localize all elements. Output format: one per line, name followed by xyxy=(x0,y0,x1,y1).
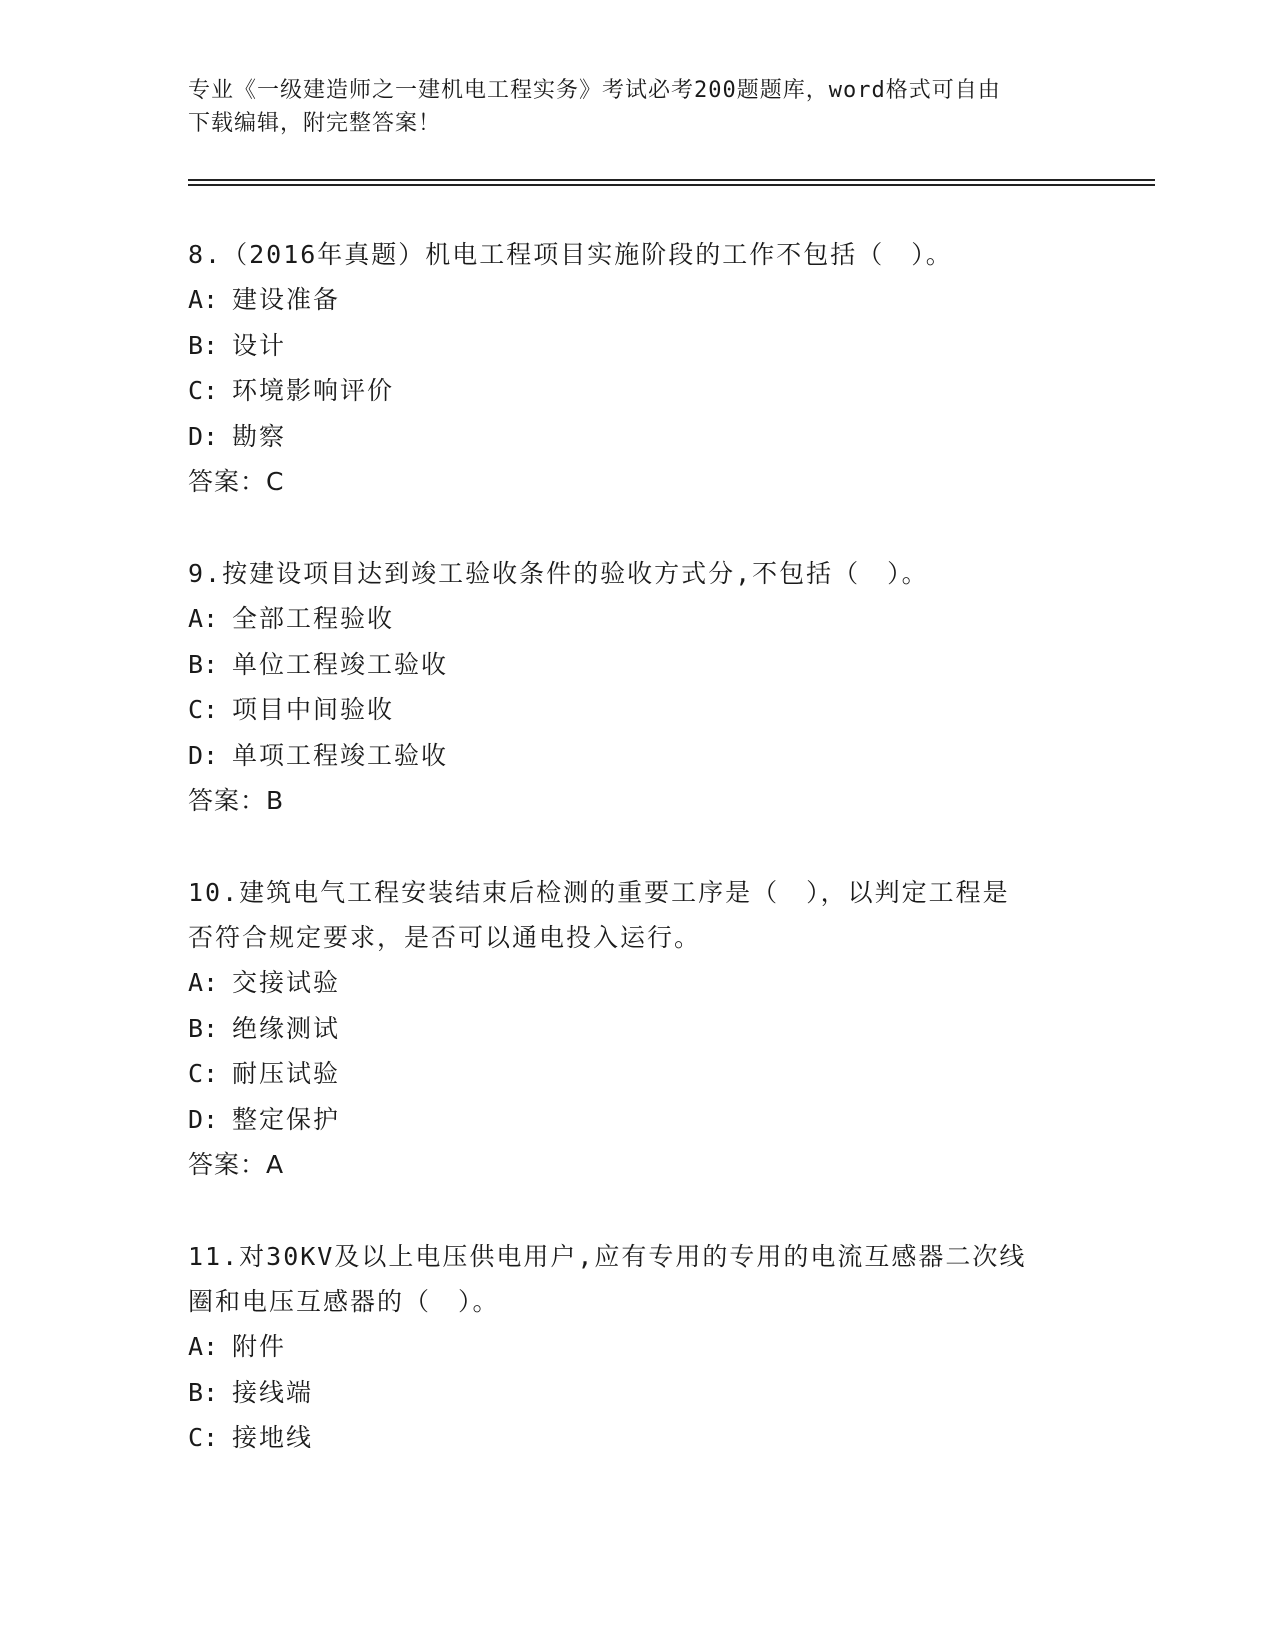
option-a xyxy=(188,960,1088,1006)
option-text: 设计 xyxy=(232,330,287,360)
option-text: 绝缘测试 xyxy=(232,1013,341,1043)
option-letter: D: xyxy=(188,421,219,451)
option-b xyxy=(188,323,1088,369)
option-text: 附件 xyxy=(232,1332,287,1361)
option-letter: A: xyxy=(188,968,219,997)
option-letter: D: xyxy=(188,740,219,770)
answer-line: 答案：B xyxy=(188,786,285,815)
option-text: 耐压试验 xyxy=(232,1059,341,1088)
option-b xyxy=(188,1370,1088,1416)
question-text: 8.（2016年真题）机电工程项目实施阶段的工作不包括（ ）。 xyxy=(188,240,953,269)
option-a xyxy=(188,1324,1088,1370)
answer-line: 答案：C xyxy=(188,467,285,496)
header-divider-top xyxy=(188,179,1155,181)
option-a xyxy=(188,596,1088,642)
option-letter: B: xyxy=(188,1013,219,1043)
option-letter: C: xyxy=(188,376,219,405)
option-c xyxy=(188,1051,1088,1097)
option-text: 全部工程验收 xyxy=(232,604,395,633)
option-b xyxy=(188,642,1088,688)
option-letter: D: xyxy=(188,1104,219,1134)
option-letter: B: xyxy=(188,649,219,679)
question-10 xyxy=(188,870,1088,1188)
question-text: 9.按建设项目达到竣工验收条件的验收方式分,不包括（ ）。 xyxy=(188,559,929,588)
option-letter: A: xyxy=(188,604,219,633)
option-d xyxy=(188,733,1088,779)
option-text: 接线端 xyxy=(232,1377,314,1407)
option-text: 项目中间验收 xyxy=(232,695,395,724)
question-9 xyxy=(188,551,1088,824)
question-text-continued: 否符合规定要求，是否可以通电投入运行。 xyxy=(188,923,702,952)
option-text: 单位工程竣工验收 xyxy=(232,649,449,679)
header-divider-bottom xyxy=(188,184,1155,186)
question-11 xyxy=(188,1234,1088,1461)
question-text: 11.对30KV及以上电压供电用户,应有专用的专用的电流互感器二次线 xyxy=(188,1242,1027,1271)
option-text: 单项工程竣工验收 xyxy=(232,740,449,770)
answer-line: 答案：A xyxy=(188,1150,285,1179)
document-header xyxy=(188,74,1068,140)
question-8 xyxy=(188,232,1088,505)
header-line-1: 专业《一级建造师之一建机电工程实务》考试必考200题题库，word格式可自由 xyxy=(188,78,1001,103)
option-letter: B: xyxy=(188,330,219,360)
option-c xyxy=(188,368,1088,414)
option-b xyxy=(188,1006,1088,1052)
question-text-continued: 圈和电压互感器的（ ）。 xyxy=(188,1287,500,1316)
option-letter: A: xyxy=(188,285,219,314)
question-text: 10.建筑电气工程安装结束后检测的重要工序是（ ），以判定工程是 xyxy=(188,878,1010,907)
header-line-2: 下载编辑，附完整答案！ xyxy=(188,111,442,136)
option-text: 环境影响评价 xyxy=(232,376,395,405)
option-letter: C: xyxy=(188,695,219,724)
option-text: 勘察 xyxy=(232,421,287,451)
option-text: 整定保护 xyxy=(232,1104,341,1134)
option-letter: B: xyxy=(188,1377,219,1407)
option-letter: A: xyxy=(188,1332,219,1361)
option-d xyxy=(188,414,1088,460)
option-d xyxy=(188,1097,1088,1143)
option-text: 接地线 xyxy=(232,1423,314,1452)
option-a xyxy=(188,277,1088,323)
option-letter: C: xyxy=(188,1423,219,1452)
option-text: 交接试验 xyxy=(232,968,341,997)
option-c xyxy=(188,687,1088,733)
option-letter: C: xyxy=(188,1059,219,1088)
option-c xyxy=(188,1415,1088,1461)
option-text: 建设准备 xyxy=(232,285,341,314)
